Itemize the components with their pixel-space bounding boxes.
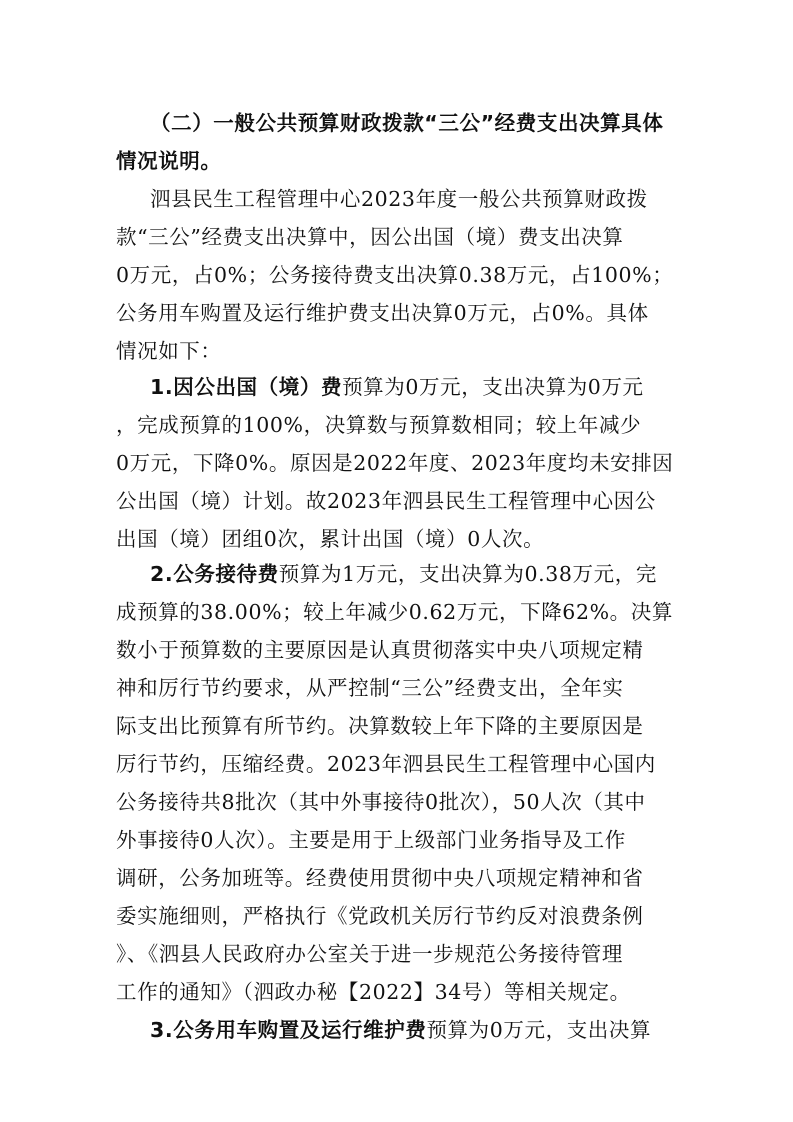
- item1-first-line: [150, 370, 644, 404]
- item2-line: 数小于预算数的主要原因是认真贯彻落实中央八项规定精: [116, 638, 644, 662]
- item3-title: 3.公务用车购置及运行维护费: [150, 1018, 427, 1042]
- item1-title: 1.因公出国（境）费: [150, 375, 343, 399]
- intro-line-2: 款“三公”经费支出决算中，因公出国（境）费支出决算: [116, 225, 624, 249]
- intro-line-3: 0万元，占0%；公务接待费支出决算0.38万元，占100%；: [116, 263, 674, 287]
- item2-line: 委实施细则，严格执行《党政机关厉行节约反对浪费条例: [116, 904, 644, 928]
- item1-line: ，完成预算的100%，决算数与预算数相同；较上年减少: [116, 413, 642, 437]
- item2-line: 际支出比预算有所节约。决算数较上年下降的主要原因是: [116, 714, 644, 738]
- intro-line-5: 情况如下：: [116, 339, 222, 363]
- item1-line: 0万元，下降0%。原因是2022年度、2023年度均未安排因: [116, 451, 674, 475]
- item2-line: 调研，公务加班等。经费使用贯彻中央八项规定精神和省: [116, 866, 644, 890]
- intro-line-4: 公务用车购置及运行维护费支出决算0万元，占0%。具体: [116, 301, 649, 325]
- item2-line: 工作的通知》（泗政办秘【2022】34号）等相关规定。: [116, 980, 631, 1004]
- item2-first-line: [150, 557, 657, 591]
- item1-line: 出国（境）团组0次，累计出国（境）0人次。: [116, 527, 545, 551]
- item2-line: 》、《泗县人民政府办公室关于进一步规范公务接待管理: [116, 942, 623, 966]
- item1-line: 公出国（境）计划。故2023年泗县民生工程管理中心因公: [116, 489, 656, 513]
- item2-line: 成预算的38.00%；较上年减少0.62万元，下降62%。决算: [116, 600, 673, 624]
- item2-title: 2.公务接待费: [150, 562, 279, 586]
- item3-lead: 预算为0万元，支出决算: [426, 1018, 652, 1042]
- item2-line: 外事接待0人次）。主要是用于上级部门业务指导及工作: [116, 828, 626, 852]
- item2-line: 神和厉行节约要求，从严控制“三公”经费支出，全年实: [116, 676, 624, 700]
- section-heading-line-2: 情况说明。: [116, 149, 222, 173]
- item1-lead: 预算为0万元，支出决算为0万元: [342, 375, 644, 399]
- item2-line: 厉行节约，压缩经费。2023年泗县民生工程管理中心国内: [116, 752, 656, 776]
- intro-line-1: 泗县民生工程管理中心2023年度一般公共预算财政拨: [150, 187, 648, 211]
- item2-line: 公务接待共8批次（其中外事接待0批次），50人次（其中: [116, 790, 646, 814]
- section-heading-line-1: （二）一般公共预算财政拨款“三公”经费支出决算具体: [150, 111, 664, 135]
- item3-first-line: [150, 1013, 651, 1047]
- item2-lead: 预算为1万元，支出决算为0.38万元，完: [278, 562, 657, 586]
